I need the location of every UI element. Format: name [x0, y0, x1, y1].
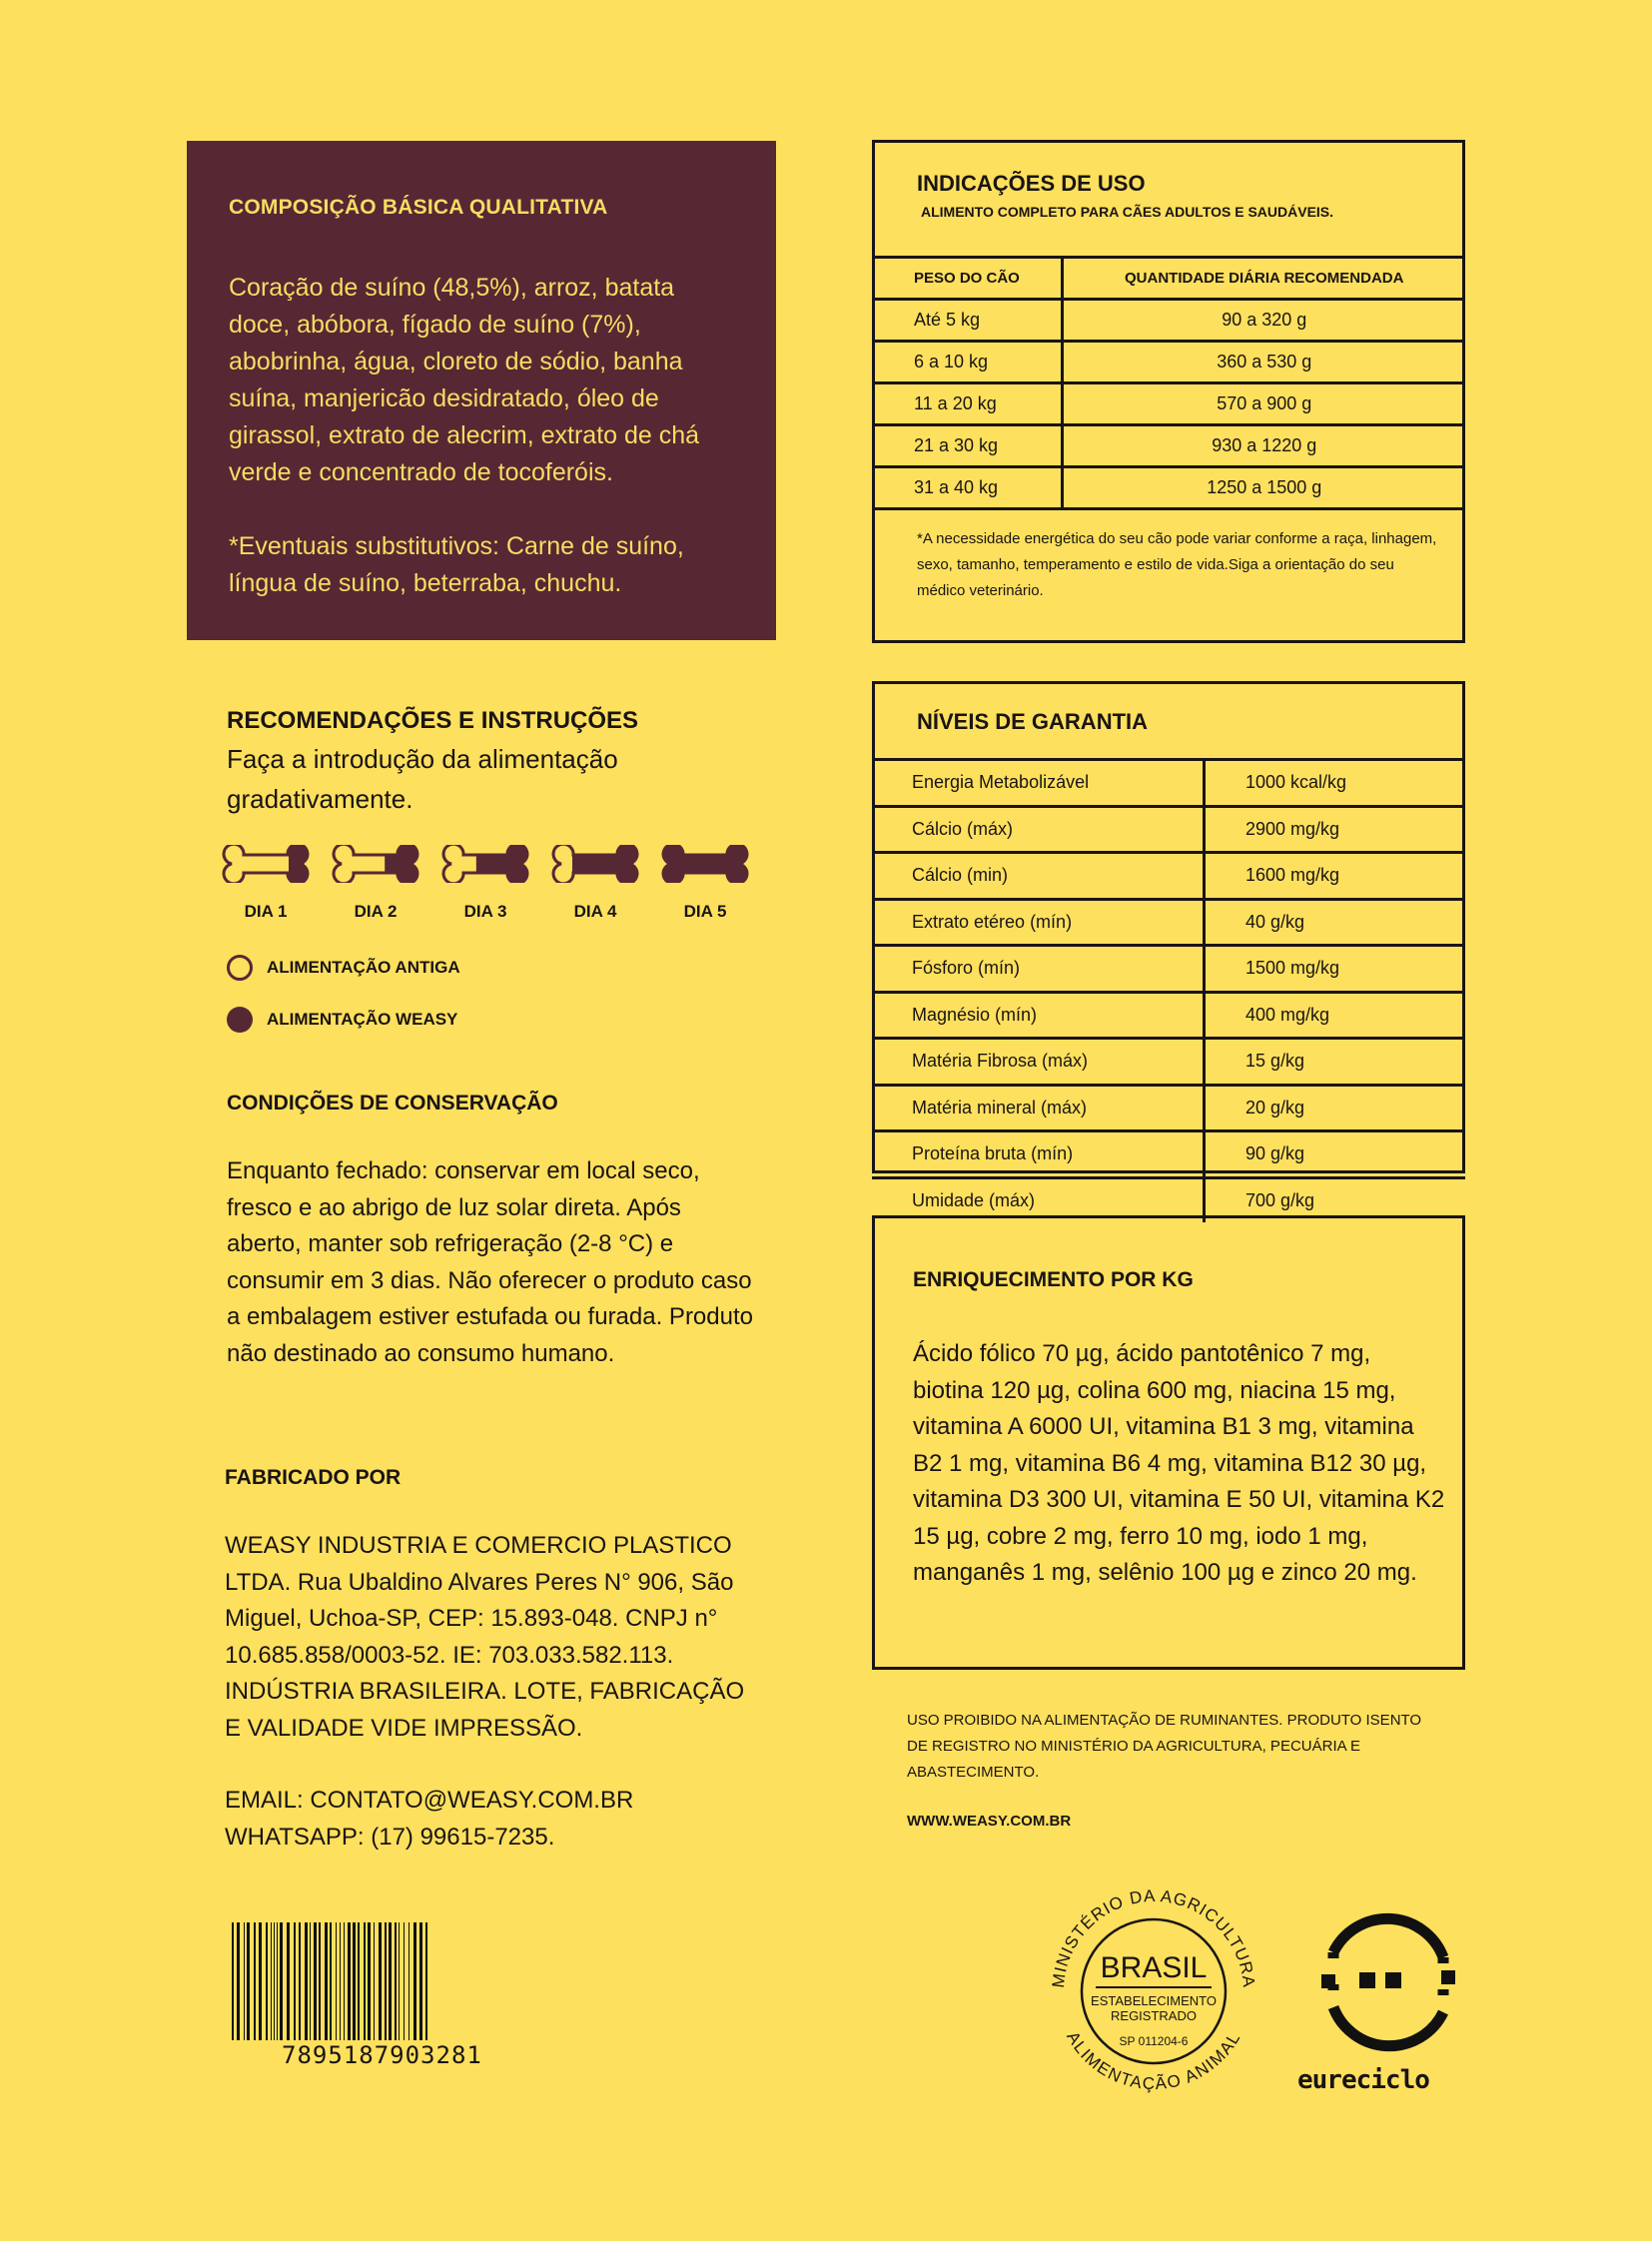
- seal-line1: ESTABELECIMENTO: [1091, 1993, 1217, 2008]
- eureciclo-logo: [1293, 1902, 1483, 2102]
- indicacoes-box: [872, 140, 1465, 643]
- day-5: [659, 845, 751, 922]
- garantia-nutrient: Cálcio (máx): [872, 806, 1205, 853]
- day-label: DIA 3: [463, 902, 507, 921]
- day-3: [439, 845, 531, 922]
- garantia-row: [872, 760, 1465, 807]
- garantia-nutrient: Fósforo (mín): [872, 946, 1205, 993]
- indicacoes-row: [872, 383, 1465, 425]
- day-label: DIA 2: [354, 902, 398, 921]
- fabricante-title: FABRICADO POR: [225, 1466, 402, 1489]
- indicacoes-col2: QUANTIDADE DIÁRIA RECOMENDADA: [1062, 258, 1465, 300]
- garantia-value: 1000 kcal/kg: [1205, 760, 1466, 807]
- garantia-nutrient: Umidade (máx): [872, 1177, 1205, 1222]
- fabricante-text: WEASY INDUSTRIA E COMERCIO PLASTICO LTDA. Rua Ubaldino Alvares Peres N° 906, São Miguel, Uchoa-SP, CEP: 15.893-048. CNPJ n° 10.685.858/0003-52. IE: 703.033.582.113. INDÚSTRIA BRASILEIRA. LOTE, FABRICAÇÃO E VALIDADE VIDE IMPRESSÃO.: [225, 1532, 745, 1742]
- indicacoes-qtd: 360 a 530 g: [1062, 342, 1465, 383]
- enriquecimento-title: ENRIQUECIMENTO POR KG: [913, 1268, 1194, 1291]
- garantia-table: [872, 758, 1465, 1222]
- indicacoes-col1: PESO DO CÃO: [872, 258, 1062, 300]
- indicacoes-qtd: 1250 a 1500 g: [1062, 467, 1465, 509]
- garantia-row: [872, 1131, 1465, 1178]
- bone-icon: [330, 845, 421, 883]
- garantia-value: 40 g/kg: [1205, 899, 1466, 946]
- garantia-nutrient: Magnésio (mín): [872, 992, 1205, 1039]
- conservacao-title: CONDIÇÕES DE CONSERVAÇÃO: [227, 1092, 558, 1115]
- recomendacoes-section: [227, 707, 746, 819]
- indicacoes-peso: 31 a 40 kg: [872, 467, 1062, 509]
- garantia-value: 20 g/kg: [1205, 1085, 1466, 1131]
- garantia-row: [872, 853, 1465, 900]
- garantia-value: 15 g/kg: [1205, 1039, 1466, 1086]
- day-4: [549, 845, 641, 922]
- indicacoes-row: [872, 467, 1465, 509]
- indicacoes-peso: 21 a 30 kg: [872, 425, 1062, 467]
- garantia-row: [872, 1039, 1465, 1086]
- circle-filled-icon: [227, 1007, 253, 1033]
- garantia-value: 2900 mg/kg: [1205, 806, 1466, 853]
- composicao-box: [187, 141, 776, 640]
- day-label: DIA 5: [683, 902, 727, 921]
- garantia-box: [872, 681, 1465, 1210]
- indicacoes-qtd: 90 a 320 g: [1062, 300, 1465, 342]
- garantia-value: 90 g/kg: [1205, 1131, 1466, 1178]
- garantia-value: 1600 mg/kg: [1205, 853, 1466, 900]
- seal-code: SP 011204-6: [1119, 2034, 1189, 2048]
- conservacao-text: Enquanto fechado: conservar em local seco, fresco e ao abrigo de luz solar direta. Após aberto, manter sob refrigeração (2-8 °C) e consumir em 3 dias. Não oferecer o produto caso a embalagem estiver estufada ou furada. Produto não destinado ao consumo humano.: [227, 1157, 753, 1367]
- transition-days: [220, 845, 751, 922]
- garantia-row: [872, 992, 1465, 1039]
- recomendacoes-title: RECOMENDAÇÕES E INSTRUÇÕES: [227, 707, 639, 734]
- garantia-nutrient: Matéria Fibrosa (máx): [872, 1039, 1205, 1086]
- legend-old-label: ALIMENTAÇÃO ANTIGA: [267, 958, 460, 977]
- garantia-nutrient: Extrato etéreo (mín): [872, 899, 1205, 946]
- indicacoes-table: [872, 256, 1465, 510]
- day-2: [330, 845, 421, 922]
- composicao-text: Coração de suíno (48,5%), arroz, batata doce, abóbora, fígado de suíno (7%), abobrinha, água, cloreto de sódio, banha suína, manjericão desidratado, óleo de girassol, extrato de alecrim, extrato de chá verde e concentrado de tocoferóis.: [229, 274, 700, 486]
- bone-icon: [220, 845, 312, 883]
- garantia-row: [872, 806, 1465, 853]
- circle-outline-icon: [227, 955, 253, 981]
- eureciclo-wordmark: eureciclo: [1297, 2065, 1429, 2095]
- indicacoes-note: *A necessidade energética do seu cão pode variar conforme a raça, linhagem, sexo, tamanho, temperamento e estilo de vida.Siga a orientação do seu médico veterinário.: [917, 530, 1437, 599]
- composicao-substitutos: *Eventuais substitutivos: Carne de suíno, língua de suíno, beterraba, chuchu.: [229, 532, 684, 597]
- bone-icon: [659, 845, 751, 883]
- garantia-value: 400 mg/kg: [1205, 992, 1466, 1039]
- garantia-nutrient: Proteína bruta (mín): [872, 1131, 1205, 1178]
- composicao-title: COMPOSIÇÃO BÁSICA QUALITATIVA: [229, 196, 608, 219]
- seal-bottom-text: ALIMENTAÇÃO ANIMAL: [1063, 2027, 1244, 2094]
- seal-top-text: MINISTÉRIO DA AGRICULTURA: [1048, 1885, 1259, 1989]
- bone-icon: [439, 845, 531, 883]
- indicacoes-row: [872, 300, 1465, 342]
- indicacoes-peso: Até 5 kg: [872, 300, 1062, 342]
- barcode: [228, 1922, 562, 2072]
- fabricante-whatsapp: WHATSAPP: (17) 99615-7235.: [225, 1823, 555, 1851]
- garantia-value: 1500 mg/kg: [1205, 946, 1466, 993]
- barcode-bars: [228, 1922, 562, 2040]
- website-link[interactable]: WWW.WEASY.COM.BR: [907, 1813, 1072, 1830]
- legal-text: USO PROIBIDO NA ALIMENTAÇÃO DE RUMINANTES. PRODUTO ISENTO DE REGISTRO NO MINISTÉRIO DA AGRICULTURA, PECUÁRIA E ABASTECIMENTO.: [907, 1712, 1422, 1781]
- legend-old: [227, 955, 460, 981]
- garantia-row: [872, 899, 1465, 946]
- indicacoes-qtd: 930 a 1220 g: [1062, 425, 1465, 467]
- garantia-value: 700 g/kg: [1205, 1177, 1466, 1222]
- indicacoes-row: [872, 342, 1465, 383]
- enriquecimento-box: [872, 1215, 1465, 1670]
- mapa-seal: [1034, 1871, 1273, 2111]
- garantia-title: NÍVEIS DE GARANTIA: [917, 709, 1149, 734]
- garantia-nutrient: Cálcio (min): [872, 853, 1205, 900]
- indicacoes-peso: 11 a 20 kg: [872, 383, 1062, 425]
- garantia-row: [872, 946, 1465, 993]
- indicacoes-subtitle: ALIMENTO COMPLETO PARA CÃES ADULTOS E SAUDÁVEIS.: [921, 204, 1334, 220]
- indicacoes-title: INDICAÇÕES DE USO: [917, 171, 1146, 196]
- seal-line2: REGISTRADO: [1111, 2008, 1197, 2023]
- enriquecimento-text: Ácido fólico 70 µg, ácido pantotênico 7 mg, biotina 120 µg, colina 600 mg, niacina 15 mg, vitamina A 6000 UI, vitamina B1 3 mg, vitamina B2 1 mg, vitamina B6 4 mg, vitamina B12 30 µg, vitamina D3 300 UI, vitamina E 50 UI, vitamina K2 15 µg, cobre 2 mg, ferro 10 mg, iodo 1 mg, manganês 1 mg, selênio 100 µg e zinco 20 mg.: [913, 1340, 1445, 1586]
- indicacoes-peso: 6 a 10 kg: [872, 342, 1062, 383]
- seal-country: BRASIL: [1100, 1951, 1208, 1984]
- garantia-nutrient: Energia Metabolizável: [872, 760, 1205, 807]
- day-label: DIA 1: [244, 902, 288, 921]
- barcode-number: 7895187903281: [282, 2041, 482, 2069]
- fabricante-section: [225, 1466, 754, 1856]
- seal-graphic: [1034, 1871, 1273, 2111]
- day-1: [220, 845, 312, 922]
- indicacoes-qtd: 570 a 900 g: [1062, 383, 1465, 425]
- conservacao-section: [227, 1092, 756, 1372]
- recomendacoes-text: Faça a introdução da alimentação gradativamente.: [227, 744, 618, 814]
- garantia-nutrient: Matéria mineral (máx): [872, 1085, 1205, 1131]
- bone-icon: [549, 845, 641, 883]
- indicacoes-row: [872, 425, 1465, 467]
- legend-new: [227, 1007, 457, 1033]
- day-label: DIA 4: [573, 902, 617, 921]
- legend-new-label: ALIMENTAÇÃO WEASY: [267, 1010, 458, 1029]
- garantia-row: [872, 1085, 1465, 1131]
- fabricante-email: EMAIL: CONTATO@WEASY.COM.BR: [225, 1787, 634, 1814]
